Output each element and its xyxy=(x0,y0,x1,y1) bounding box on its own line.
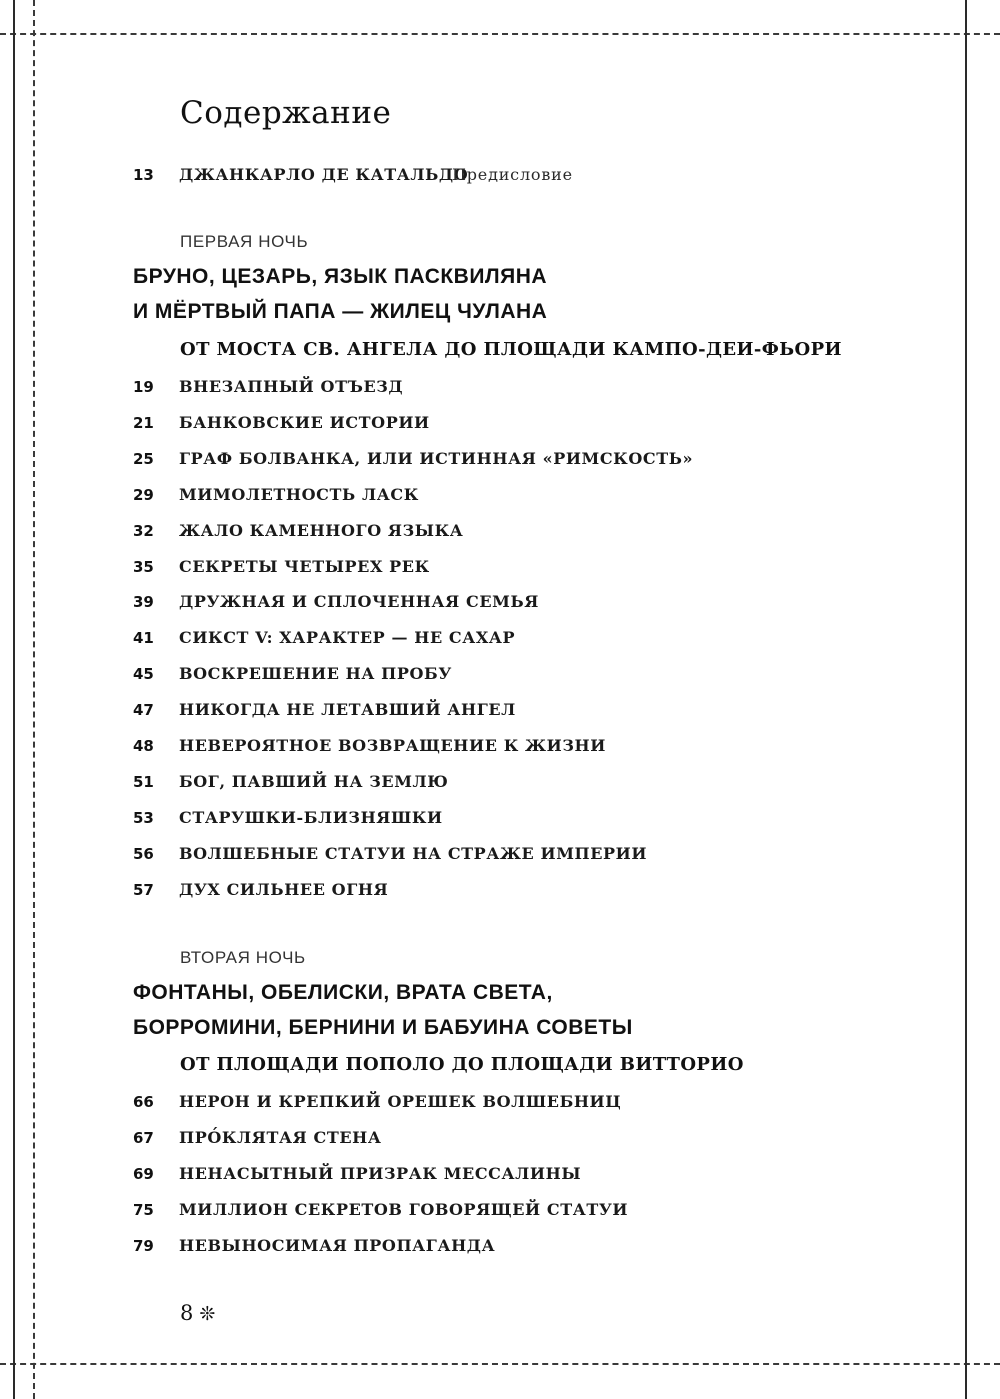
entry-title: НЕВЕРОЯТНОЕ ВОЗВРАЩЕНИЕ К ЖИЗНИ xyxy=(179,736,606,755)
part-route: ОТ МОСТА СВ. АНГЕЛА ДО ПЛОЩАДИ КАМПО-ДЕИ-ФЬОРИ xyxy=(180,339,842,360)
page-number: 67 xyxy=(133,1129,154,1147)
preface-author: ДЖАНКАРЛО ДЕ КАТАЛЬДО xyxy=(179,165,469,184)
part-route: ОТ ПЛОЩАДИ ПОПОЛО ДО ПЛОЩАДИ ВИТТОРИО xyxy=(180,1054,744,1075)
page-number: 32 xyxy=(133,521,154,540)
page-folio xyxy=(180,1301,215,1325)
preface-label: Предисловие xyxy=(452,165,573,184)
bottom-cut-line xyxy=(0,1363,1000,1365)
night-label: ПЕРВАЯ НОЧЬ xyxy=(180,232,309,251)
page-number: 29 xyxy=(133,485,154,504)
entry-title: ЖАЛО КАМЕННОГО ЯЗЫКА xyxy=(179,520,464,540)
page-number: 79 xyxy=(133,1237,154,1255)
entry-title: ГРАФ БОЛВАНКА, ИЛИ ИСТИННАЯ «РИМСКОСТЬ» xyxy=(179,448,694,468)
entry-title: ДУХ СИЛЬНЕЕ ОГНЯ xyxy=(179,879,389,899)
page-number: 53 xyxy=(133,808,154,827)
page-number: 35 xyxy=(133,557,154,576)
page-number: 57 xyxy=(133,880,154,899)
page-number: 51 xyxy=(133,772,154,791)
top-cut-line xyxy=(0,33,1000,35)
part-title-line-1: ФОНТАНЫ, ОБЕЛИСКИ, ВРАТА СВЕТА, xyxy=(133,981,553,1004)
entry-title: МИМОЛЕТНОСТЬ ЛАСК xyxy=(179,484,419,504)
page-number: 25 xyxy=(133,449,154,468)
left-trim-line xyxy=(13,0,15,1399)
entry-title: ВОСКРЕШЕНИЕ НА ПРОБУ xyxy=(179,664,452,684)
night-label: ВТОРАЯ НОЧЬ xyxy=(180,948,306,967)
entry-title: НЕРОН И КРЕПКИЙ ОРЕШЕК ВОЛШЕБНИЦ xyxy=(179,1092,622,1111)
page-number: 45 xyxy=(133,665,154,684)
entry-title: МИЛЛИОН СЕКРЕТОВ ГОВОРЯЩЕЙ СТАТУИ xyxy=(179,1200,629,1219)
entry-title: НЕНАСЫТНЫЙ ПРИЗРАК МЕССАЛИНЫ xyxy=(179,1164,582,1183)
page-number: 21 xyxy=(133,413,154,432)
entry-title: БАНКОВСКИЕ ИСТОРИИ xyxy=(179,412,430,432)
snowflake-ornament-icon: ❊ xyxy=(199,1303,216,1325)
page-number: 69 xyxy=(133,1165,154,1183)
page-title: Содержание xyxy=(180,94,392,131)
part-title-line-2: БОРРОМИНИ, БЕРНИНИ И БАБУИНА СОВЕТЫ xyxy=(133,1016,633,1039)
left-cut-line xyxy=(33,0,35,1399)
entry-title: ВОЛШЕБНЫЕ СТАТУИ НА СТРАЖЕ ИМПЕРИИ xyxy=(179,843,648,863)
entry-title: СТАРУШКИ-БЛИЗНЯШКИ xyxy=(179,807,443,827)
entry-title: ПРО́КЛЯТАЯ СТЕНА xyxy=(179,1128,382,1147)
entry-title: ВНЕЗАПНЫЙ ОТЪЕЗД xyxy=(179,377,404,396)
entry-title: СИКСТ V: ХАРАКТЕР — НЕ САХАР xyxy=(179,628,516,648)
page-number: 39 xyxy=(133,593,154,612)
page-number: 48 xyxy=(133,737,154,755)
page-number: 19 xyxy=(133,378,154,396)
page-number: 56 xyxy=(133,844,154,863)
page-number: 47 xyxy=(133,701,154,720)
part-title-line-1: БРУНО, ЦЕЗАРЬ, ЯЗЫК ПАСКВИЛЯНА xyxy=(133,265,548,288)
entry-title: НИКОГДА НЕ ЛЕТАВШИЙ АНГЕЛ xyxy=(179,700,516,720)
right-trim-line xyxy=(965,0,967,1399)
part-title-line-2: И МЁРТВЫЙ ПАПА — ЖИЛЕЦ ЧУЛАНА xyxy=(133,300,548,323)
page-number: 75 xyxy=(133,1201,154,1219)
page-number: 66 xyxy=(133,1093,154,1111)
entry-title: НЕВЫНОСИМАЯ ПРОПАГАНДА xyxy=(179,1236,496,1255)
entry-title: ДРУЖНАЯ И СПЛОЧЕННАЯ СЕМЬЯ xyxy=(179,592,539,612)
entry-title: СЕКРЕТЫ ЧЕТЫРЕХ РЕК xyxy=(179,556,430,576)
page-number: 41 xyxy=(133,629,154,648)
page-number: 13 xyxy=(133,166,154,184)
entry-title: БОГ, ПАВШИЙ НА ЗЕМЛЮ xyxy=(179,771,449,791)
folio-number: 8 xyxy=(180,1301,194,1325)
